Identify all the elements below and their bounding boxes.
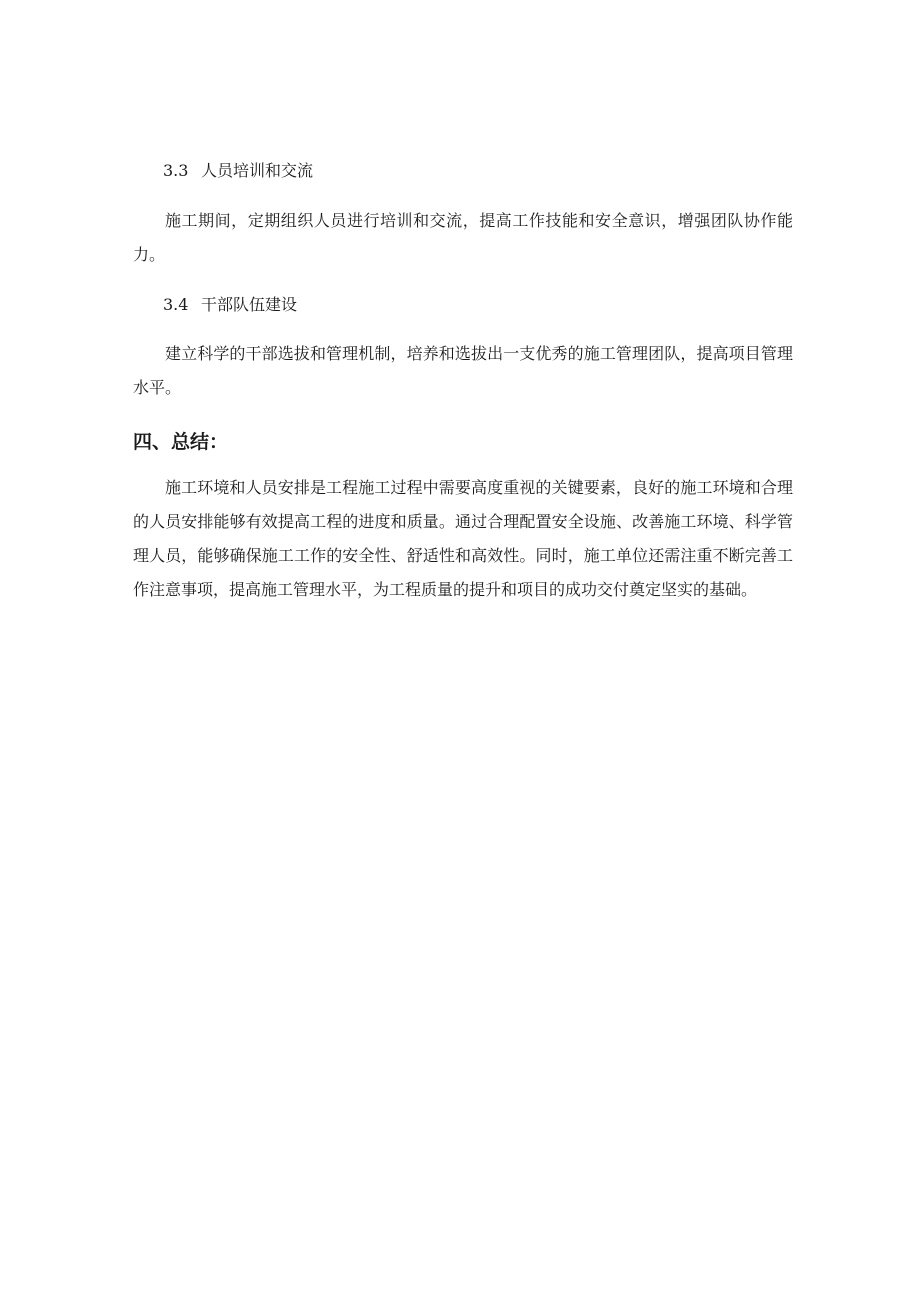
- subsection-number: 3.3: [163, 161, 189, 180]
- paragraph-3-3: 施工期间，定期组织人员进行培训和交流，提高工作技能和安全意识，增强团队协作能力。: [133, 211, 793, 264]
- subsection-number: 3.4: [163, 295, 189, 314]
- subsection-title: 干部队伍建设: [201, 295, 298, 314]
- paragraph-summary: 施工环境和人员安排是工程施工过程中需要高度重视的关键要素，良好的施工环境和合理的人员安排能够有效提高工程的进度和质量。通过合理配置安全设施、改善施工环境、科学管理人员，能够确保施工工作的安全性、舒适性和高效性。同时，施工单位还需注重不断完善工作注意事项，提高施工管理水平，为工程质量的提升和项目的成功交付奠定坚实的基础。: [133, 478, 793, 599]
- section-heading-summary: 四、总结：: [133, 431, 229, 453]
- paragraph-3-4: 建立科学的干部选拔和管理机制，培养和选拔出一支优秀的施工管理团队，提高项目管理水平。: [133, 344, 793, 397]
- subsection-heading-3-4: [163, 295, 297, 315]
- subsection-heading-3-3: [163, 161, 313, 181]
- subsection-title: 人员培训和交流: [201, 161, 314, 180]
